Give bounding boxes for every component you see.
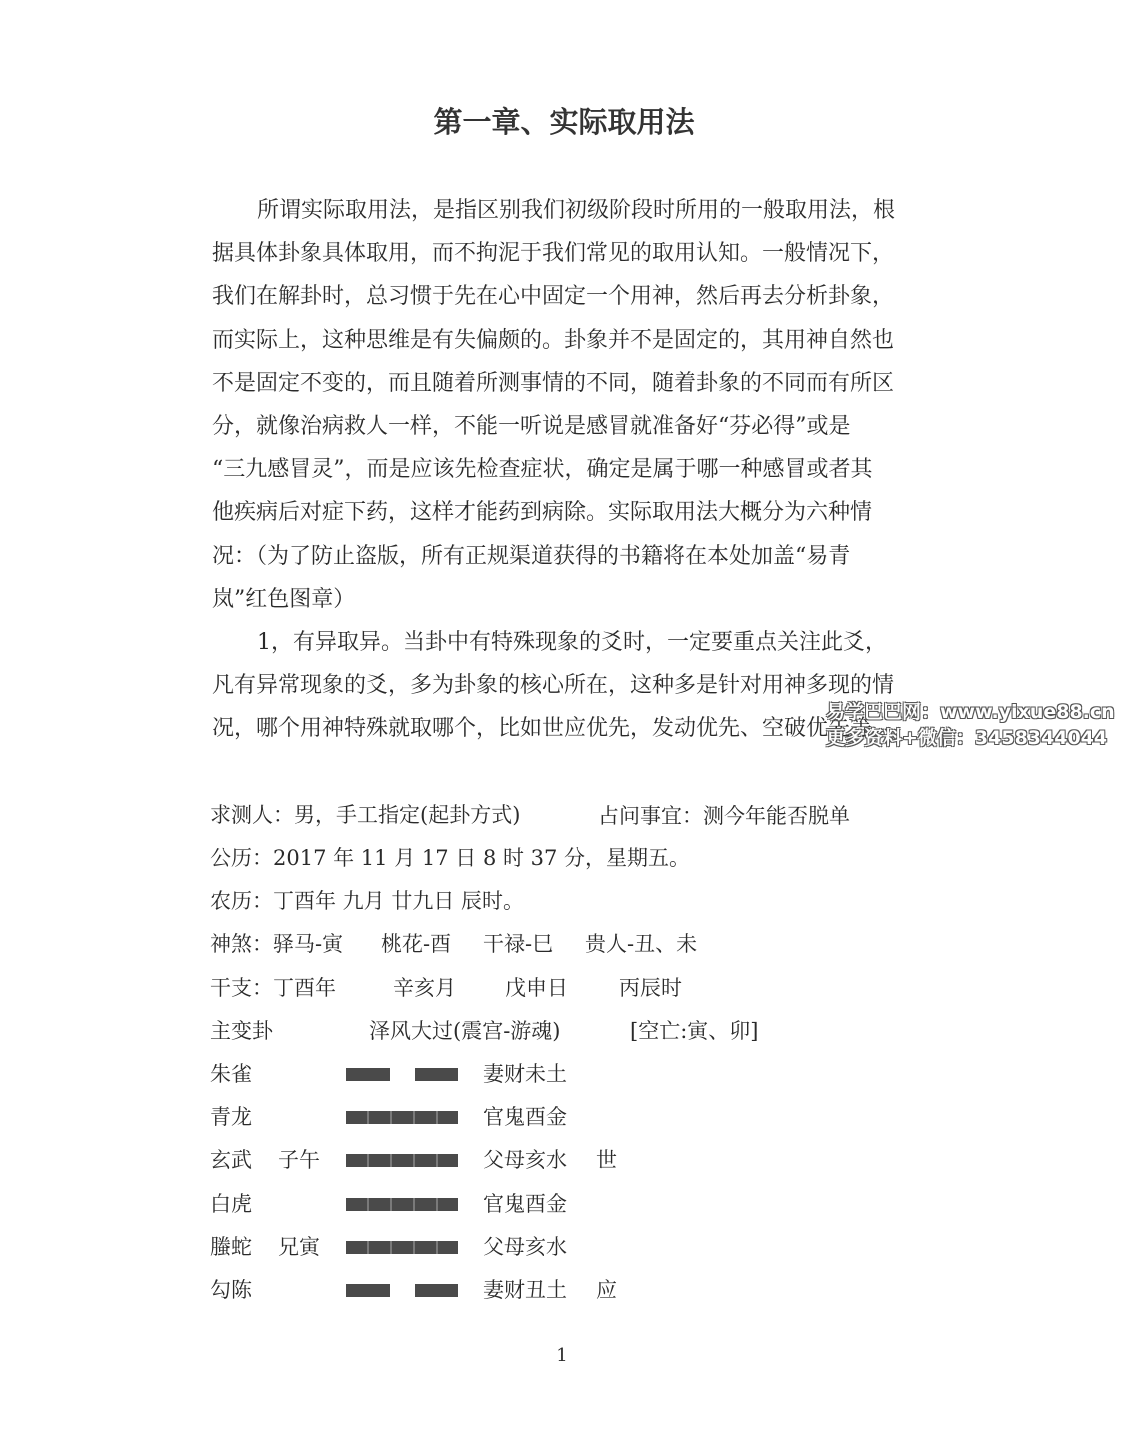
six-relation: 官鬼酉金 (483, 1105, 567, 1130)
paragraph-line: 我们在解卦时，总习惯于先在心中固定一个用神，然后再去分析卦象， (212, 284, 895, 310)
yang-line-bar (346, 1111, 458, 1124)
paragraph-line: 况，哪个用神特殊就取哪个，比如世应优先，发动优先、空破优先等。 (212, 716, 895, 742)
paragraph-line: 分，就像治病救人一样，不能一听说是感冒就准备好“芬必得”或是 (212, 414, 851, 439)
shensha-3: 干禄-巳 (483, 932, 554, 956)
gua-label: 主变卦 (210, 1019, 273, 1043)
yin-line-bar (346, 1068, 390, 1081)
yang-line-bar (346, 1154, 458, 1167)
yang-line-bar (346, 1241, 458, 1254)
paragraph-line: 不是固定不变的，而且随着所测事情的不同，随着卦象的不同而有所区 (212, 370, 895, 396)
paragraph-line: 况：（为了防止盗版，所有正规渠道获得的书籍将在本处加盖“易青 (212, 543, 851, 569)
paragraph-line: “三九感冒灵”，而是应该先检查症状，确定是属于哪一种感冒或者其 (212, 457, 873, 483)
yin-line-bar (346, 1284, 390, 1297)
paragraph-line: 凡有异常现象的爻，多为卦象的核心所在，这种多是针对用神多现的情 (212, 673, 895, 699)
solar-date: 公历：2017 年 11 月 17 日 8 时 37 分，星期五。 (210, 846, 691, 870)
six-relation: 妻财丑土 (483, 1278, 567, 1302)
paragraph-line: 而实际上，这种思维是有失偏颇的。卦象并不是固定的，其用神自然也 (212, 327, 895, 353)
six-relation: 妻财未土 (483, 1062, 567, 1086)
paragraph-line: 1，有异取异。当卦中有特殊现象的爻时，一定要重点关注此爻， (257, 630, 887, 655)
six-spirit: 勾陈 (210, 1278, 252, 1302)
kongwang: [空亡:寅、卯] (630, 1019, 759, 1043)
querent: 求测人：男，手工指定(起卦方式) (210, 803, 521, 827)
ganzhi-day: 戊申日 (505, 976, 568, 1000)
six-spirit: 朱雀 (210, 1062, 252, 1086)
paragraph-line: 他疾病后对症下药，这样才能药到病除。实际取用法大概分为六种情 (212, 500, 873, 526)
six-spirit: 螣蛇 (210, 1234, 252, 1259)
chapter-title: 第一章、实际取用法 (433, 105, 695, 139)
six-relation: 父母亥水 (483, 1148, 567, 1173)
gua-name: 泽风大过(震宫-游魂) (369, 1019, 561, 1043)
ganzhi-month: 辛亥月 (393, 976, 456, 1000)
six-spirit: 玄武 (210, 1148, 252, 1173)
six-spirit: 白虎 (210, 1191, 252, 1216)
question: 占问事宜：测今年能否脱单 (598, 804, 850, 828)
shi-ying-mark: 应 (596, 1278, 617, 1302)
hidden-line: 兄寅 (278, 1234, 320, 1259)
shensha-4: 贵人-丑、未 (585, 932, 698, 956)
paragraph-line: 据具体卦象具体取用，而不拘泥于我们常见的取用认知。一般情况下， (212, 241, 895, 267)
yin-line-bar (415, 1068, 458, 1081)
shi-ying-mark: 世 (596, 1148, 617, 1173)
yin-line-bar (415, 1284, 458, 1297)
yang-line-bar (346, 1198, 458, 1211)
six-spirit: 青龙 (210, 1105, 252, 1130)
lunar-date: 农历：丁酉年 九月 廿九日 辰时。 (210, 889, 525, 913)
page-number: 1 (556, 1345, 568, 1366)
watermark-site: 易学巴巴网：www.yixue88.cn (826, 701, 1115, 723)
six-relation: 父母亥水 (483, 1234, 567, 1259)
ganzhi-year: 干支：丁酉年 (210, 976, 336, 1000)
shensha-2: 桃花-酉 (381, 932, 452, 956)
watermark-contact: 更多资料+微信：3458344044 (826, 727, 1108, 749)
ganzhi-hour: 丙辰时 (619, 976, 682, 1000)
paragraph-line: 所谓实际取用法，是指区别我们初级阶段时所用的一般取用法，根 (257, 198, 896, 223)
shensha-1: 神煞：驿马-寅 (210, 932, 344, 956)
hidden-line: 子午 (278, 1148, 320, 1173)
six-relation: 官鬼酉金 (483, 1191, 567, 1216)
paragraph-line: 岚”红色图章） (212, 586, 356, 612)
